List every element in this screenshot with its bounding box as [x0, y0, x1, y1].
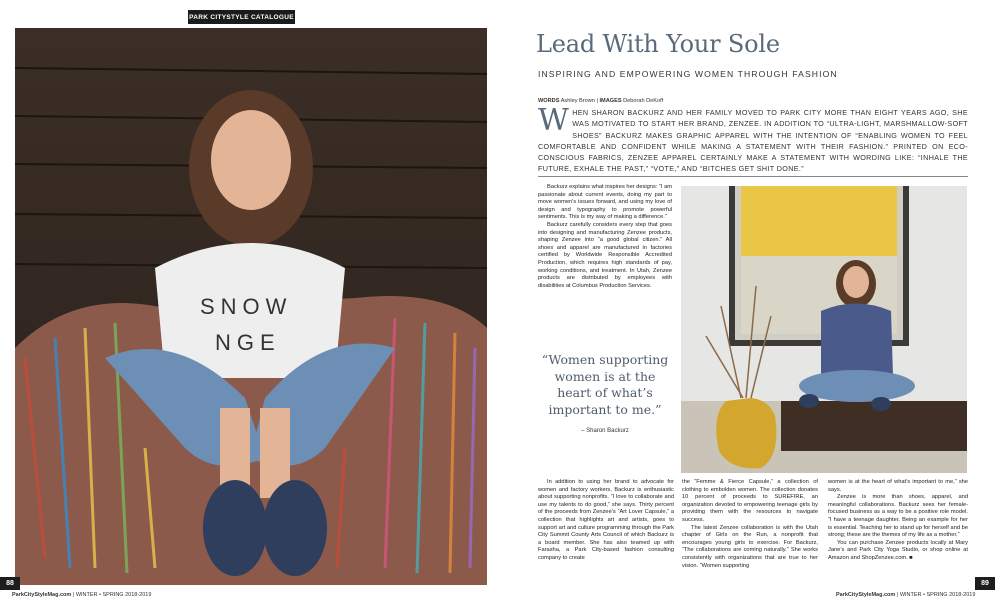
images-label: IMAGES — [599, 98, 622, 104]
body-paragraph: Zenzee is more than shoes, apparel, and meaningful collaborations. Backurz sees her female-focused business as a way to be a positive role model. “I have a teenage daughter. Being an example for her is essential. Teaching her to stand up for herself and be strong; these are the themes of my life as a mother.” — [828, 494, 968, 539]
page-number-right: 89 — [975, 577, 995, 590]
body-column-bottom-1 — [538, 479, 674, 563]
footer-season: WINTER • SPRING 2018-2019 — [75, 592, 152, 598]
footer-site: ParkCityStyleMag.com — [12, 592, 72, 598]
body-paragraph: You can purchase Zenzee products locally at Mary Jane’s and Park City Yoga Studio, or shop online at Amazon and ShopZenzee.com. ■ — [828, 539, 968, 561]
body-paragraph: In addition to using her brand to advocate for women and factory workers, Backurz is enthusiastic about supporting nonprofits. “I love to collaborate and use my talents to do good,” she says. Thirty percent of the proceeds from Zenzee’s “Art Lover Capsule,” a collection that highlights art and artists, goes to support art and culture programming through the Park City Summit County Arts Council of which Backurz is a board member. She has also teamed up with Farasha, a Park City-based fashion consulting company to create — [538, 479, 674, 561]
lede-text: HEN SHARON BACKURZ AND HER FAMILY MOVED TO PARK CITY MORE THAN EIGHT YEARS AGO, SHE WAS MOTIVATED TO START HER BRAND, ZENZEE. IN ADDITION TO “ULTRA-LIGHT, MARSHMALLOW-SOFT SHOES” BACKURZ MAKES GRAPHIC APPAREL WITH THE INTENTION OF “ENABLING WOMEN TO FEEL COMFORTABLE AND CONFIDENT WHILE MAKING A STATEMENT WITH THEIR FASHION.” PRINTED ON ECO-CONSCIOUS FABRICS, ZENZEE APPAREL CERTAINLY MAKE A STATEMENT WITH WORDING LIKE: “INHALE THE FUTURE, EXHALE THE PAST,” “VOTE,” AND “BITCHES GET SHIT DONE.” — [538, 108, 968, 174]
body-paragraph: Backurz explains what inspires her designs: “I am passionate about current events, doing my part to move women’s issues forward, and using my love of design and typography to promote powerful sentiments. This is my way of making a difference.” — [538, 184, 672, 221]
section-divider — [538, 176, 968, 177]
pull-quote: “Women supporting women is at the heart of what’s important to me.” — [541, 352, 669, 417]
body-paragraph: the “Femme & Fierce Capsule,” a collection of clothing to embolden women. The collection donates 10 percent of proceeds to SUREFIRE, an organization devoted to empowering teenage girls by providing them with the resources to navigate success. — [682, 479, 818, 523]
footer-season: WINTER • SPRING 2018-2019 — [899, 592, 976, 598]
article-title: Lead With Your Sole — [536, 30, 780, 58]
body-paragraph: The latest Zenzee collaboration is with the Utah chapter of Girls on the Run, a nonprofit that encourages young girls to exercise. For Backurz, “The collaborations are coming naturally.” She works consistently with organizations that are true to her vision. “Women supporting — [682, 524, 818, 569]
lede-paragraph — [538, 103, 968, 175]
body-column-1 — [538, 184, 672, 290]
shirt-text-line2: NGE — [215, 330, 281, 355]
author-name: Ashley Brown — [560, 98, 595, 104]
shirt-text-line1: SNOW — [200, 294, 293, 319]
body-column-bottom-2 — [682, 479, 818, 570]
page-number-left: 88 — [0, 577, 20, 590]
body-paragraph: women is at the heart of what’s important to me,” she says. — [828, 479, 968, 493]
footer-site: ParkCityStyleMag.com — [836, 592, 896, 598]
words-label: WORDS — [538, 98, 560, 104]
photographer-name: Deborah DeKoff — [623, 98, 664, 104]
byline: WORDS Ashley Brown | IMAGES Deborah DeKoff — [538, 98, 664, 104]
studio-portrait-photo — [681, 186, 967, 473]
drop-cap: W — [538, 103, 570, 138]
article-subtitle: INSPIRING AND EMPOWERING WOMEN THROUGH FASHION — [538, 69, 838, 79]
section-tag: PARK CITYSTYLE CATALOGUE — [188, 10, 295, 24]
footer-right: ParkCityStyleMag.com | WINTER • SPRING 2018-2019 — [836, 592, 976, 598]
body-paragraph: Backurz carefully considers every step that goes into designing and manufacturing Zenzee products, shaping Zenzee into “a good global citizen.” All shoes and apparel are manufactured in factories certified by Worldwide Responsible Accredited Production, which requires high standards of pay, working conditions, and treatment. In Utah, Zenzee products are distributed by employees with disabilities at Columbus Production Services. — [538, 221, 672, 289]
main-portrait-photo — [15, 28, 487, 585]
footer-left: ParkCityStyleMag.com | WINTER • SPRING 2018-2019 — [12, 592, 152, 598]
pull-quote-attribution: – Sharon Backurz — [581, 428, 629, 434]
body-column-bottom-3 — [828, 479, 968, 563]
